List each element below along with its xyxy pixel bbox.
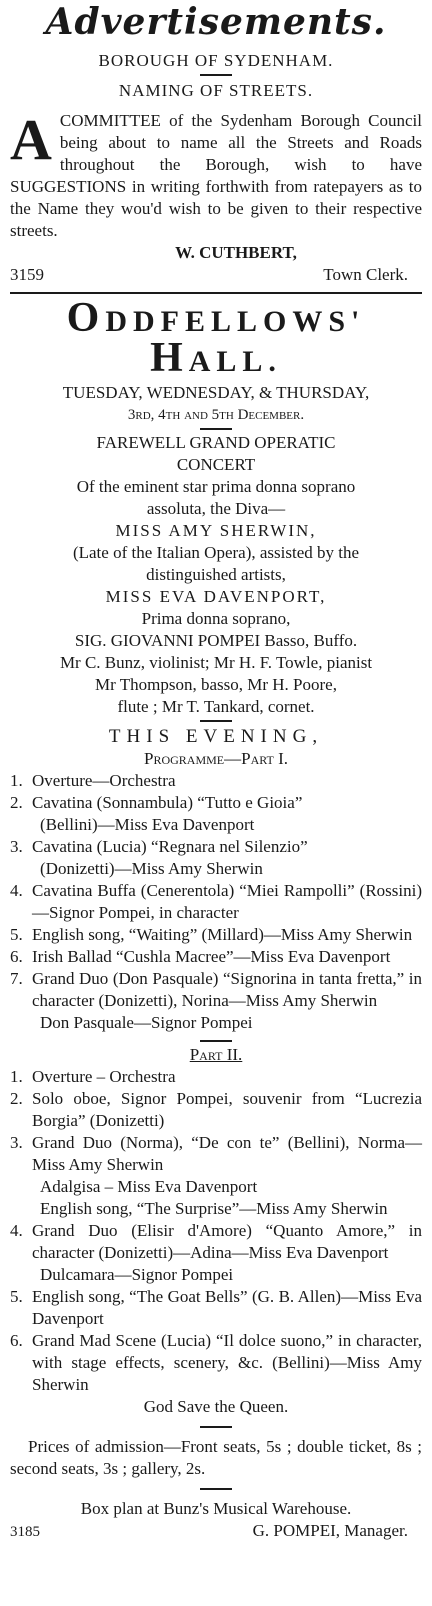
- artist-eva-role: Prima donna soprano,: [141, 609, 291, 628]
- item-number: 5.: [10, 1287, 23, 1306]
- ad-footer: [10, 264, 422, 286]
- drop-cap: A: [10, 107, 52, 172]
- others-line-1: Mr C. Bunz, violinist; Mr H. F. Towle, pianist: [59, 653, 373, 672]
- item-body: [32, 1220, 422, 1286]
- programme-item: [10, 792, 422, 836]
- item-number: 2.: [10, 1089, 23, 1108]
- star-name: MISS AMY SHERWIN,: [115, 521, 317, 540]
- masthead: Advertisements.: [45, 1, 387, 43]
- item-body: [32, 1330, 422, 1396]
- this-evening: THIS EVENING,: [108, 726, 324, 747]
- item-number: 3.: [10, 837, 23, 856]
- god-save-queen: God Save the Queen.: [143, 1397, 289, 1416]
- late-line-2: distinguished artists,: [146, 565, 286, 584]
- ad-signer: W. CUTHBERT,: [175, 243, 297, 262]
- item-number: 6.: [10, 1331, 23, 1350]
- programme-item: [10, 880, 422, 924]
- concert-title-2: CONCERT: [176, 455, 256, 474]
- item-line: Grand Duo (Don Pasquale) “Signorina in tanta fretta,” in character (Donizetti), Norina—Miss Amy Sherwin: [32, 969, 422, 1010]
- item-line: Dulcamara—Signor Pompei: [40, 1265, 234, 1284]
- programme-item: [10, 968, 422, 1034]
- title-cap-o: O: [66, 295, 106, 341]
- item-number: 2.: [10, 793, 23, 812]
- artist-pompei: SIG. GIOVANNI POMPEI Basso, Buffo.: [74, 631, 358, 650]
- ad2-footer: [10, 1520, 422, 1543]
- item-body: [32, 880, 422, 924]
- programme-item: [10, 1088, 422, 1132]
- programme-part-2: [10, 1066, 422, 1396]
- item-body: [32, 1066, 422, 1088]
- programme-item: [10, 1132, 422, 1220]
- ad-body-text: COMMITTEE of the Sydenham Borough Council being about to name all the Streets and Roads throughout the Borough, wish to have SUGGESTIONS in writing forthwith from ratepayers as to the Name they wou'd wish to be given to their respective streets.: [10, 111, 422, 240]
- others-line-3: flute ; Mr T. Tankard, cornet.: [117, 697, 315, 716]
- late-line-1: (Late of the Italian Opera), assisted by the: [72, 543, 360, 562]
- divider: [200, 720, 232, 722]
- item-line: Overture – Orchestra: [32, 1067, 176, 1086]
- ad2-ref: 3185: [10, 1524, 40, 1540]
- ad2-signer: G. POMPEI, Manager.: [252, 1521, 408, 1540]
- divider: [200, 1488, 232, 1490]
- item-body: [32, 1286, 422, 1330]
- item-line: Grand Duo (Norma), “De con te” (Bellini), Norma—Miss Amy Sherwin: [32, 1133, 422, 1174]
- item-body: [32, 836, 422, 880]
- item-body: [32, 968, 422, 1034]
- programme-part-1: [10, 770, 422, 1034]
- intro-line-2: assoluta, the Diva—: [146, 499, 286, 518]
- others-line-2: Mr Thompson, basso, Mr H. Poore,: [95, 675, 337, 694]
- item-body: [32, 924, 422, 946]
- item-line: Cavatina Buffa (Cenerentola) “Miei Rampolli” (Rossini)—Signor Pompei, in character: [32, 881, 422, 922]
- item-number: 1.: [10, 771, 23, 790]
- title-rest-1: DDFELLOWS': [105, 305, 366, 338]
- concert-dates: 3rd, 4th and 5th December.: [127, 407, 305, 423]
- item-number: 5.: [10, 925, 23, 944]
- title-cap-h: H: [150, 335, 189, 381]
- title-rest-2: ALL.: [188, 345, 282, 378]
- item-body: [32, 770, 422, 792]
- part2-heading: Part II.: [189, 1045, 243, 1064]
- programme-item: [10, 946, 422, 968]
- programme-item: [10, 924, 422, 946]
- oddfellows-ad: [10, 295, 422, 1543]
- item-number: 4.: [10, 881, 23, 900]
- item-line: English song, “The Goat Bells” (G. B. Allen)—Miss Eva Davenport: [32, 1287, 422, 1328]
- programme-item: [10, 1330, 422, 1396]
- item-line: (Donizetti)—Miss Amy Sherwin: [40, 859, 263, 878]
- item-line: Grand Mad Scene (Lucia) “Il dolce suono,” in character, with stage effects, scenery, &c. (Bellini)—Miss Amy Sherwin: [32, 1331, 422, 1394]
- programme-item: [10, 1066, 422, 1088]
- concert-days: TUESDAY, WEDNESDAY, & THURSDAY,: [62, 383, 370, 402]
- item-line: English song, “The Surprise”—Miss Amy Sherwin: [40, 1199, 388, 1218]
- item-line: Solo oboe, Signor Pompei, souvenir from “Lucrezia Borgia” (Donizetti): [32, 1089, 422, 1130]
- box-plan: Box plan at Bunz's Musical Warehouse.: [80, 1499, 352, 1518]
- programme-heading: Programme—Part I.: [143, 749, 289, 768]
- item-number: 7.: [10, 969, 23, 988]
- item-body: [32, 1132, 422, 1220]
- programme-item: [10, 1286, 422, 1330]
- prices: Prices of admission—Front seats, 5s ; double ticket, 8s ; second seats, 3s ; gallery, 2s.: [10, 1437, 422, 1478]
- ad-body: [10, 107, 422, 242]
- item-line: Cavatina (Sonnambula) “Tutto e Gioia”: [32, 793, 303, 812]
- artist-eva: MISS EVA DAVENPORT,: [105, 587, 327, 606]
- ad-heading-borough: BOROUGH OF SYDENHAM.: [98, 51, 334, 70]
- item-line: Grand Duo (Elisir d'Amore) “Quanto Amore,” in character (Donizetti)—Adina—Miss Eva Davenport: [32, 1221, 422, 1262]
- ad-signer-title: Town Clerk.: [323, 265, 408, 284]
- newspaper-column: [10, 0, 422, 1543]
- sydenham-ad: [10, 50, 422, 286]
- item-line: Irish Ballad “Cushla Macree”—Miss Eva Davenport: [32, 947, 391, 966]
- item-line: Adalgisa – Miss Eva Davenport: [40, 1177, 258, 1196]
- ad-heading-naming: NAMING OF STREETS.: [118, 81, 314, 100]
- item-line: Overture—Orchestra: [32, 771, 176, 790]
- programme-item: [10, 770, 422, 792]
- section-rule: [10, 292, 422, 294]
- programme-item: [10, 1220, 422, 1286]
- divider: [200, 74, 232, 76]
- divider: [200, 1426, 232, 1428]
- hall-title: [10, 295, 422, 381]
- item-number: 3.: [10, 1133, 23, 1152]
- item-line: Cavatina (Lucia) “Regnara nel Silenzio”: [32, 837, 308, 856]
- item-number: 4.: [10, 1221, 23, 1240]
- item-line: (Bellini)—Miss Eva Davenport: [40, 815, 255, 834]
- ad-ref: 3159: [10, 265, 44, 284]
- item-line: English song, “Waiting” (Millard)—Miss Amy Sherwin: [32, 925, 413, 944]
- divider: [200, 1040, 232, 1042]
- item-number: 1.: [10, 1067, 23, 1086]
- item-body: [32, 1088, 422, 1132]
- intro-line-1: Of the eminent star prima donna soprano: [76, 477, 356, 496]
- item-line: Don Pasquale—Signor Pompei: [40, 1013, 253, 1032]
- divider: [200, 428, 232, 430]
- item-body: [32, 792, 422, 836]
- item-body: [32, 946, 422, 968]
- programme-item: [10, 836, 422, 880]
- concert-title-1: FAREWELL GRAND OPERATIC: [96, 433, 336, 452]
- item-number: 6.: [10, 947, 23, 966]
